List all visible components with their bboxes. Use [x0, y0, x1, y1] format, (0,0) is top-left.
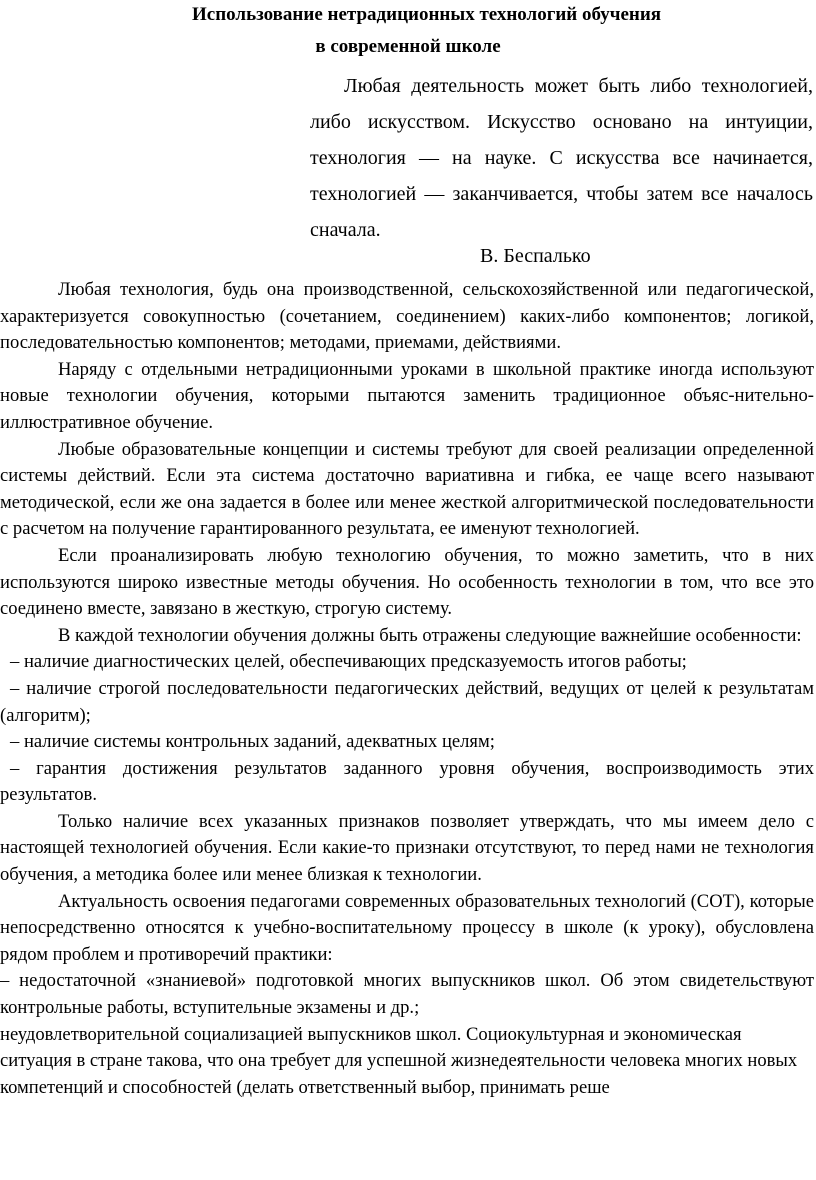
paragraph-8: неудовлетворительной социализацией выпускников школ. Социокультурная и экономическая ситуация в стране такова, что она требует для успешной жизнедеятельности человека многих новых компетенций и способностей (делать ответственный выбор, принимать реше [0, 1023, 798, 1098]
paragraph-2: Наряду с отдельными нетрадиционными уроками в школьной практике иногда используют новые технологии обучения, которыми пытаются заменить традиционное объяс-нительно-иллюстративное обучение. [0, 358, 814, 433]
list-item-2: – наличие строгой последовательности педагогических действий, ведущих от целей к результатам (алгоритм); [0, 677, 814, 726]
paragraph-5: В каждой технологии обучения должны быть отражены следующие важнейшие особенности: [58, 624, 802, 646]
paragraph-1: Любая технология, будь она производственной, сельскохозяйственной или педагогической, характеризуется совокупностью (сочетанием, соединением) каких-либо компонентов; логикой, последовательностью компонентов; методами, приемами, действиями. [0, 279, 814, 354]
list-item-1: – наличие диагностических целей, обеспечивающих предсказуемость итогов работы; [10, 651, 687, 673]
paragraph-4: Если проанализировать любую технологию обучения, то можно заметить, что в них используются широко известные методы обучения. Но особенность технологии в том, что все это соединено вместе, завязано в жесткую, строгую систему. [0, 544, 814, 620]
paragraph-7: Актуальность освоения педагогами современных образовательных технологий (СОТ), которые непосредственно относятся к учебно-воспитательному процессу в школе (к уроку), обусловлена рядом проблем и противоречий практики: [0, 890, 814, 965]
paragraph-3: Любые образовательные концепции и системы требуют для своей реализации определенной системы действий. Если эта система достаточно вариативна и гибка, ее чаще всего называют методической, если же она задается в более или менее жесткой алгоритмической последовательности с расчетом на получение гарантированного результата, ее именуют технологией. [0, 438, 814, 540]
epigraph: Любая деятельность может быть либо технологией, либо искусством. Искусство основано на интуиции, технология — на науке. С искусства все начинается, технологией — заканчивается, чтобы затем все началось сначала. [310, 75, 813, 241]
list-item-4: – гарантия достижения результатов заданного уровня обучения, воспроизводимость этих результатов. [0, 757, 814, 806]
document-body [0, 277, 814, 1101]
epigraph-author: В. Беспалько [480, 245, 591, 267]
paragraph-6: Только наличие всех указанных признаков позволяет утверждать, что мы имеем дело с настоящей технологией обучения. Если какие-то признаки отсутствуют, то перед нами не технология обучения, а методика более или менее близкая к технологии. [0, 810, 814, 886]
list-item-5: – недостаточной «знаниевой» подготовкой многих выпускников школ. Об этом свидетельствуют контрольные работы, вступительные экзамены и др.; [0, 970, 814, 1019]
document-title-line2: в современной школе [315, 36, 501, 57]
list-item-3: – наличие системы контрольных заданий, адекватных целям; [10, 731, 495, 753]
document-title-line1: Использование нетрадиционных технологий обучения [192, 4, 662, 25]
